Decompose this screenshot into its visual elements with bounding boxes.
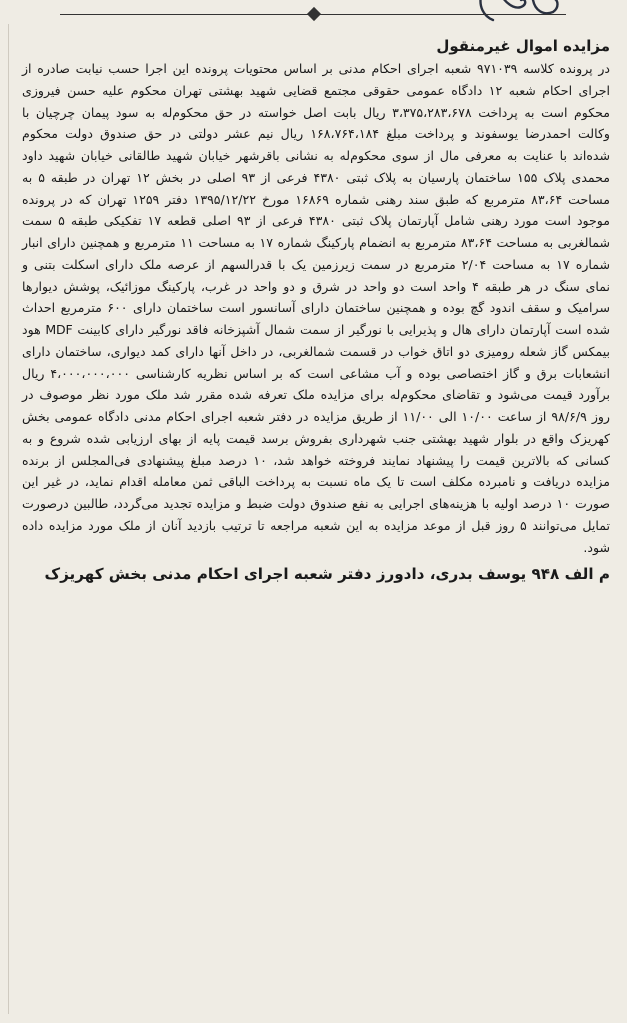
page-edge-shadow	[8, 24, 9, 1014]
divider-ornament	[307, 7, 321, 21]
notice-content	[22, 34, 610, 587]
notice-signature: م الف ۹۴۸ یوسف بدری، دادورز دفتر شعبه اجرای احکام مدنی بخش کهریزک	[44, 565, 610, 584]
notice-body: در پرونده کلاسه ۹۷۱۰۳۹ شعبه اجرای احکام مدنی بر اساس محتویات پرونده این اجرا حسب نیابت صادره از اجرای احکام شعبه ۱۲ دادگاه عمومی حقوقی مجتمع قضایی شهید بهشتی تهران محکوم علیه حسن فیروزی محکوم است به پرداخت ۳،۳۷۵،۲۸۳،۶۷۸ ریال بابت اصل خواسته در حق محکوم‌له به سود پیمان چرچیان با وکالت احمدرضا یوسفوند و پرداخت مبلغ ۱۶۸،۷۶۴،۱۸۴ ریال نیم عشر دولتی در حق صندوق دولت محکوم شده‌اند با عنایت به معرفی مال از سوی محکوم‌له به نشانی باقرشهر خیابان شهید طالقانی خیابان شهید داود محمدی پلاک ۱۵۵ ساختمان پارسیان به پلاک ثبتی ۴۳۸۰ فرعی از ۹۳ اصلی در بخش ۱۲ تهران در طبقه ۵ به مساحت ۸۳،۶۴ مترمربع که طبق سند رهنی شماره ۱۶۸۶۹ مورخ ۱۳۹۵/۱۲/۲۲ دفتر ۱۲۵۹ تهران که در پرونده موجود است مورد رهنی شامل آپارتمان پلاک ثبتی ۴۳۸۰ فرعی از ۹۳ اصلی قطعه ۱۷ تفکیکی طبقه ۵ سمت شمالغربی به مساحت ۸۳،۶۴ مترمربع به انضمام پارکینگ شماره ۱۷ به مساحت ۱۱ مترمربع و همچنین دارای انبار شماره ۱۷ به مساحت ۲/۰۴ مترمربع در سمت زیرزمین یک با قدرالسهم از عرصه ملک دارای اسکلت بتنی و نمای سنگ در هر طبقه ۴ واحد است دو واحد در شرق و دو واحد در غرب، پارکینگ موزائیک، پوشش دیوارها سرامیک و سقف اندود گچ بوده و همچنین ساختمان دارای آسانسور است ساختمان دارای ۶۰۰ مترمربع احداث شده است آپارتمان دارای هال و پذیرایی با نورگیر از سمت شمال آشپزخانه فاقد نورگیر دارای کابینت MDF هود بیمکس گاز شعله رومیزی دو اتاق خواب در قسمت شمالغربی، در داخل آنها دارای کمد دیواری، ساختمان دارای انشعابات برق و گاز اختصاصی بوده و آب مشاعی است که بر اساس نظریه کارشناسی ۴،۰۰۰،۰۰۰،۰۰۰ ریال برآورد قیمت می‌شود و تقاضای محکوم‌له برای مزایده ملک تعرفه شده مقرر شد ملک مورد نظر موصوف در روز ۹۸/۶/۹ از ساعت ۱۰/۰۰ الی ۱۱/۰۰ از طریق مزایده در دفتر شعبه اجرای احکام مدنی دادگاه عمومی بخش کهریزک واقع در بلوار شهید بهشتی جنب شهرداری بفروش برسد قیمت پایه از بهای ارزیابی شده شروع و به کسانی که بالاترین قیمت را پیشنهاد نمایند فروخته خواهد شد، ۱۰ درصد مبلغ پیشنهادی فی‌المجلس از برنده مزایده دریافت و نامبرده مکلف است تا یک ماه نسبت به پرداخت الباقی ثمن معامله اقدام نماید، در غیر این صورت ۱۰ درصد اولیه با هزینه‌های اجرایی به نفع صندوق دولت ضبط و مزایده تجدید می‌گردد، طالبین درصورت تمایل می‌توانند ۵ روز قبل از موعد مزایده به این شعبه مراجعه تا ترتیب بازدید آنان از ملک مورد مزایده داده شود.	[22, 61, 611, 555]
notice-title: مزایده اموال غیرمنقول	[436, 37, 610, 55]
